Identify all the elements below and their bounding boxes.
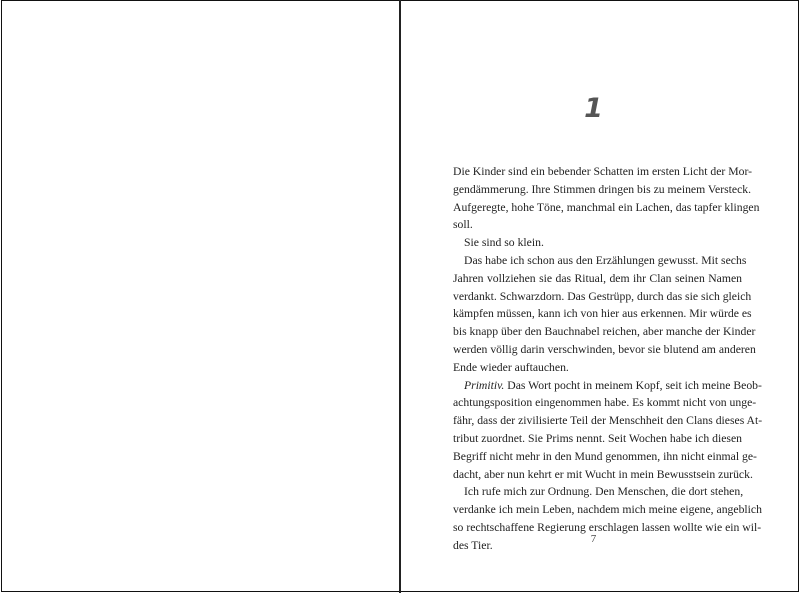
text-line: gendämmerung. Ihre Stimmen dringen bis zu meinem Versteck. [453,182,752,196]
text-line-rest: Das Wort pocht in meinem Kopf, seit ich meine Beob- [504,378,762,392]
text-line: kämpfen müssen, kann ich von hier aus erkennen. Mir würde es [453,307,752,321]
text-line: achtungsposition eingenommen habe. Es kommt nicht von unge- [453,396,757,410]
chapter-number: 1 [584,93,603,124]
text-line: Ende wieder auftauchen. [453,360,569,374]
left-page [1,0,400,592]
text-line: verdanke ich mein Leben, nachdem mich meine eigene, angeblich [453,503,762,517]
text-line: Jahren vollziehen sie das Ritual, dem ihr Clan seinen Namen [453,271,742,285]
italic-word: Primitiv. [464,378,505,392]
text-line: so rechtschaffene Regierung erschlagen lassen wollte wie ein wil- [453,520,762,534]
text-line: des Tier. [453,538,493,552]
page-number: 7 [590,533,597,545]
text-line: verdankt. Schwarzdorn. Das Gestrüpp, durch das sie sich gleich [453,289,752,303]
text-line: dacht, aber nun kehrt er mit Wucht in mein Bewusstsein zurück. [453,467,753,481]
text-line: Ich rufe mich zur Ordnung. Den Menschen, die dort stehen, [464,485,744,499]
text-line: werden völlig darin verschwinden, bevor sie blutend am anderen [453,342,756,356]
text-line: Aufgeregte, hohe Töne, manchmal ein Lachen, das tapfer klingen [453,200,760,214]
body-text [453,163,763,555]
text-line: Die Kinder sind ein bebender Schatten im ersten Licht der Mor- [453,165,753,178]
text-line: fähr, dass der zivilisierte Teil der Menschheit den Clans dieses At- [453,414,763,428]
text-line: Begriff nicht mehr in den Mund genommen, ihn nicht einmal ge- [453,449,757,463]
text-line: bis knapp über den Bauchnabel reichen, aber manche der Kinder [453,325,756,339]
text-line: Sie sind so klein. [464,236,544,250]
text-line: Das habe ich schon aus den Erzählungen gewusst. Mit sechs [464,253,747,267]
text-line [453,377,762,395]
right-page [401,0,799,592]
text-line: soll. [453,218,473,232]
text-line: tribut zuordnet. Sie Prims nennt. Seit Wochen habe ich diesen [453,431,742,445]
